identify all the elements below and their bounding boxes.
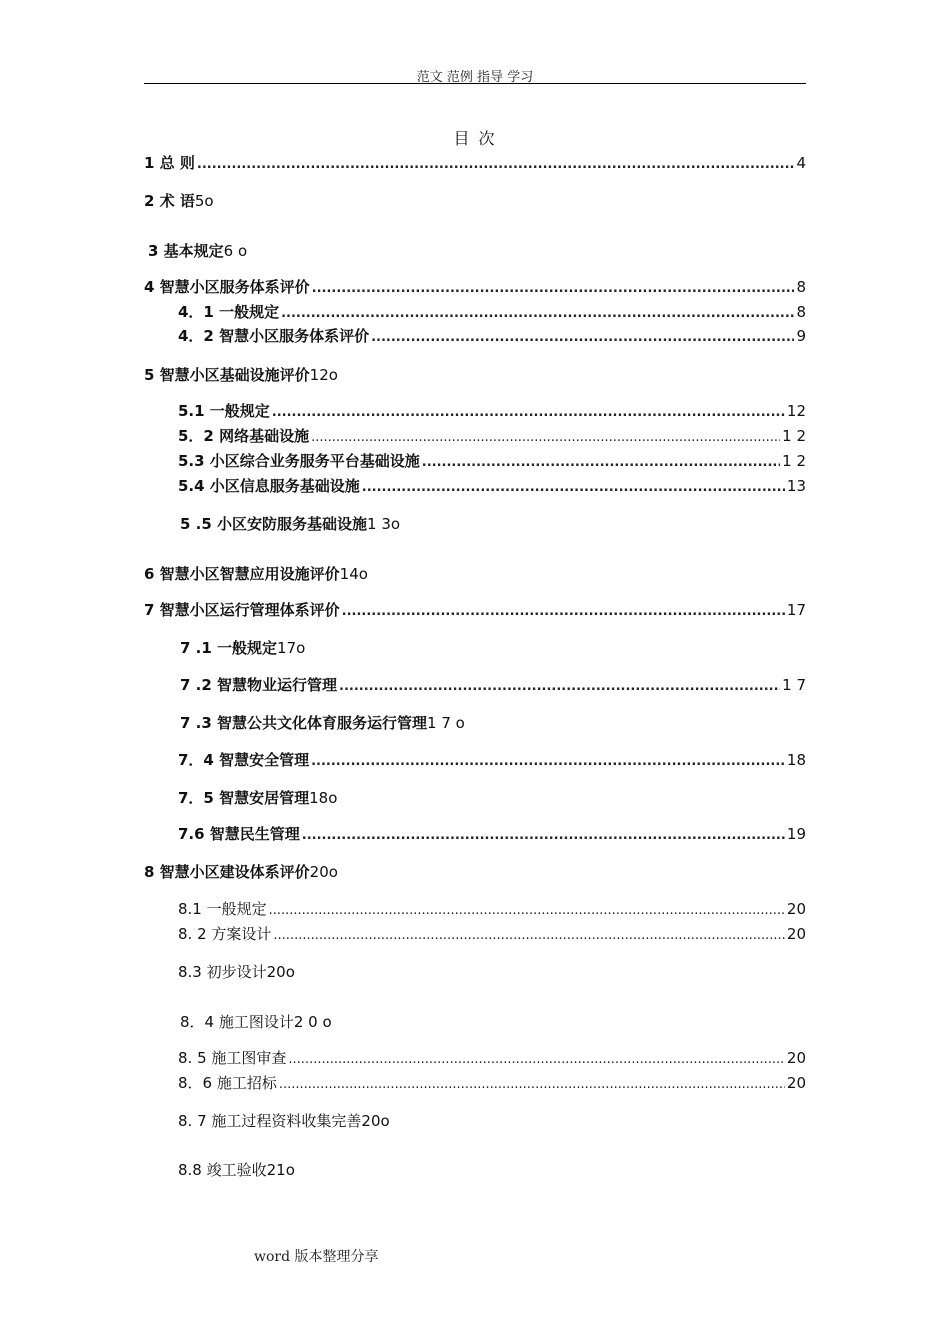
toc-entry[interactable] (178, 426, 806, 448)
toc-entry[interactable] (144, 153, 806, 175)
toc-entry-label: 8.1 一般规定 (178, 900, 267, 918)
toc-entry-label: 4．2 智慧小区服务体系评价 (178, 327, 370, 345)
toc-entry[interactable] (178, 788, 337, 808)
toc-entry-page: 20 (786, 900, 806, 918)
toc-entry-label: 7．5 智慧安居管理 (178, 789, 310, 807)
toc-entry-page: 5o (194, 192, 214, 210)
toc-entry[interactable] (144, 564, 368, 584)
toc-entry-label: 8. 2 方案设计 (178, 925, 272, 943)
toc-entry-page: 14o (339, 565, 368, 583)
toc-entry-page: 12 (786, 402, 806, 420)
toc-leader-dots (302, 826, 785, 846)
toc-entry-page: 1 7 (782, 676, 806, 694)
toc-entry[interactable] (178, 824, 806, 846)
toc-entry-label: 5.3 小区综合业务服务平台基础设施 (178, 452, 420, 470)
toc-entry-label: 7 .3 智慧公共文化体育服务运行管理 (180, 714, 428, 732)
page-header: 范文 范例 指导 学习 (416, 70, 534, 85)
toc-entry-label: 6 智慧小区智慧应用设施评价 (144, 565, 340, 583)
toc-entry-label: 5．2 网络基础设施 (178, 427, 310, 445)
toc-entry[interactable] (180, 514, 400, 534)
toc-entry-label: 8. 5 施工图审查 (178, 1049, 287, 1067)
toc-leader-dots (362, 478, 785, 498)
page-footer: word 版本整理分享 (254, 1249, 379, 1265)
toc-entry-page: 20o (309, 863, 338, 881)
toc-entry-page: 20 (786, 925, 806, 943)
toc-entry-label: 3 基本规定 (148, 242, 224, 260)
toc-entry-label: 8.8 竣工验收 (178, 1161, 267, 1179)
toc-entry-label: 8.3 初步设计 (178, 963, 267, 981)
toc-entry-page: 2 0 o (293, 1013, 332, 1031)
toc-leader-dots (311, 428, 780, 448)
toc-entry-page: 17 (786, 601, 806, 619)
toc-entry-label: 7 .2 智慧物业运行管理 (180, 676, 338, 694)
toc-leader-dots (371, 328, 794, 348)
toc-entry-page: 20o (266, 963, 295, 981)
toc-entry-page: 19 (786, 825, 806, 843)
toc-entry-label: 4 智慧小区服务体系评价 (144, 278, 310, 296)
toc-entry[interactable] (178, 302, 806, 324)
toc-entry[interactable] (178, 1073, 806, 1095)
toc-entry-page: 20o (361, 1112, 390, 1130)
toc-entry-page: 12o (309, 366, 338, 384)
toc-entry-label: 1 总 则 (144, 154, 195, 172)
toc-entry-label: 8．6 施工招标 (178, 1074, 277, 1092)
toc-entry-label: 7．4 智慧安全管理 (178, 751, 310, 769)
toc-entry[interactable] (144, 365, 338, 385)
toc-entry[interactable] (144, 600, 806, 622)
toc-entry-label: 8 智慧小区建设体系评价 (144, 863, 310, 881)
toc-entry[interactable] (178, 1111, 390, 1131)
toc-entry[interactable] (180, 713, 465, 733)
toc-entry[interactable] (180, 638, 305, 658)
toc-title: 目 次 (453, 129, 497, 148)
toc-entry-label: 4．1 一般规定 (178, 303, 280, 321)
toc-entry-page: 6 o (223, 242, 248, 260)
toc-entry[interactable] (178, 401, 806, 423)
toc-entry-label: 7 .1 一般规定 (180, 639, 278, 657)
toc-entry-page: 1 2 (782, 427, 806, 445)
toc-entry[interactable] (178, 924, 806, 946)
toc-entry-label: 2 术 语 (144, 192, 195, 210)
toc-entry-page: 9 (796, 327, 806, 345)
toc-entry-page: 4 (796, 154, 806, 172)
toc-entry-label: 7.6 智慧民生管理 (178, 825, 300, 843)
toc-leader-dots (342, 602, 785, 622)
toc-leader-dots (197, 155, 795, 175)
toc-entry-label: 5.4 小区信息服务基础设施 (178, 477, 360, 495)
toc-entry-page: 18 (786, 751, 806, 769)
toc-entry[interactable] (178, 1048, 806, 1070)
toc-entry[interactable] (178, 451, 806, 473)
toc-entry-label: 5 .5 小区安防服务基础设施 (180, 515, 368, 533)
toc-entry[interactable] (144, 277, 806, 299)
toc-entry-page: 20 (786, 1049, 806, 1067)
toc-leader-dots (273, 926, 785, 946)
toc-leader-dots (288, 1050, 785, 1070)
toc-entry-page: 20 (786, 1074, 806, 1092)
toc-entry-page: 8 (796, 278, 806, 296)
header-divider (144, 83, 806, 84)
toc-entry-page: 1 2 (782, 452, 806, 470)
toc-leader-dots (279, 1075, 785, 1095)
toc-entry-label: 5.1 一般规定 (178, 402, 270, 420)
toc-entry[interactable] (144, 862, 338, 882)
toc-leader-dots (281, 304, 794, 324)
toc-entry-page: 18o (309, 789, 338, 807)
toc-entry[interactable] (178, 899, 806, 921)
toc-entry[interactable] (148, 241, 247, 261)
toc-entry[interactable] (178, 326, 806, 348)
toc-entry-label: 8．4 施工图设计 (180, 1013, 294, 1031)
toc-entry-page: 1 7 o (427, 714, 465, 732)
toc-leader-dots (311, 752, 785, 772)
toc-leader-dots (422, 453, 780, 473)
toc-entry-page: 17o (277, 639, 306, 657)
toc-entry[interactable] (180, 675, 806, 697)
toc-entry-page: 1 3o (367, 515, 401, 533)
toc-leader-dots (269, 901, 785, 921)
toc-entry-page: 8 (796, 303, 806, 321)
toc-entry-label: 8. 7 施工过程资料收集完善 (178, 1112, 362, 1130)
toc-entry[interactable] (178, 962, 295, 982)
toc-leader-dots (312, 279, 795, 299)
toc-entry-label: 7 智慧小区运行管理体系评价 (144, 601, 340, 619)
toc-leader-dots (272, 403, 785, 423)
toc-entry[interactable] (178, 1160, 295, 1180)
toc-entry-label: 5 智慧小区基础设施评价 (144, 366, 310, 384)
toc-leader-dots (339, 677, 780, 697)
toc-entry[interactable] (180, 1012, 332, 1032)
toc-entry[interactable] (144, 191, 214, 211)
toc-entry-page: 13 (786, 477, 806, 495)
toc-entry[interactable] (178, 476, 806, 498)
toc-entry[interactable] (178, 750, 806, 772)
toc-entry-page: 21o (266, 1161, 295, 1179)
